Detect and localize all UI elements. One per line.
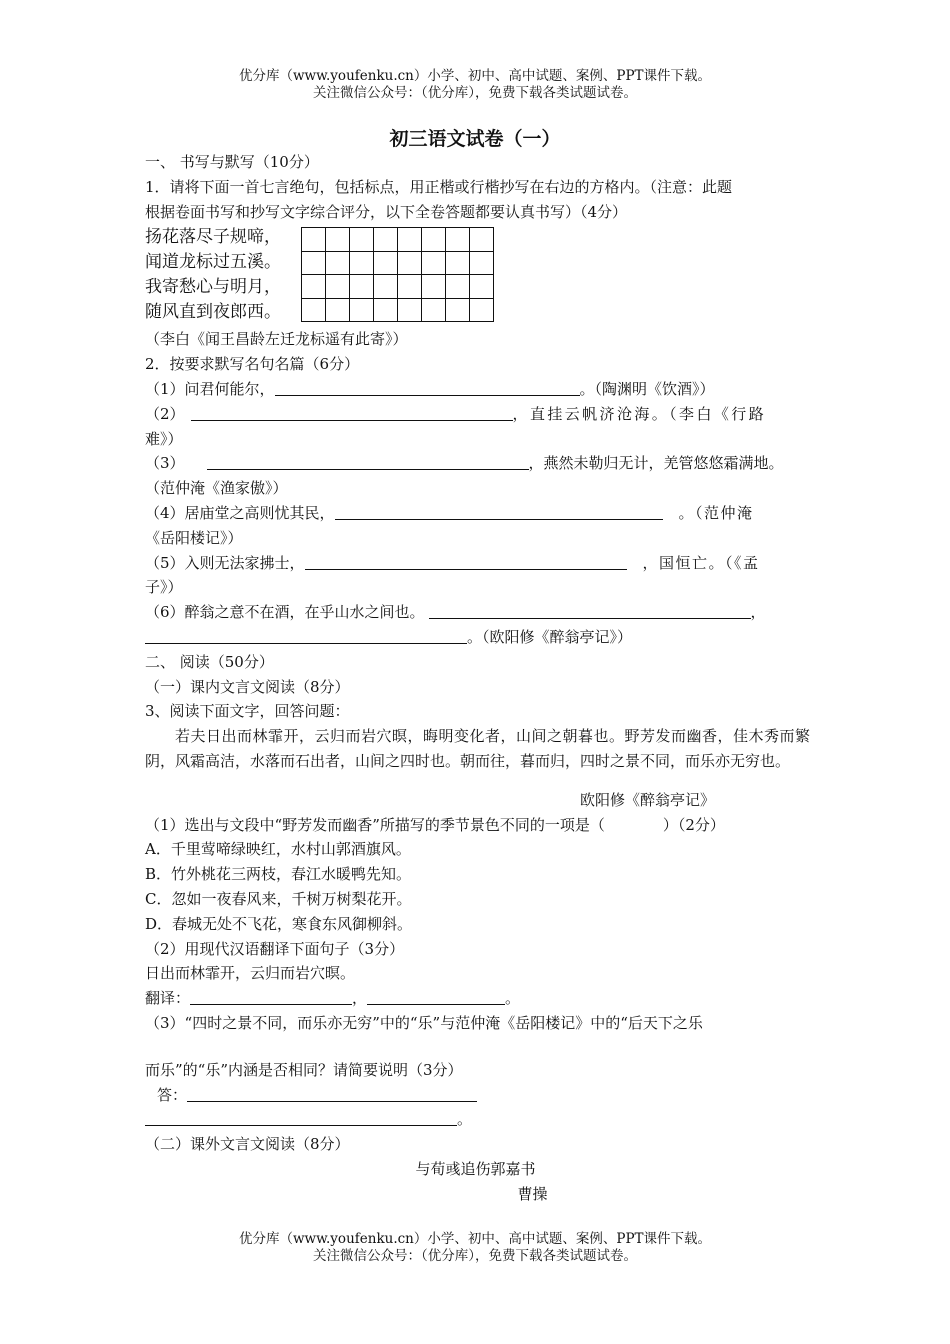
sub1-question bbox=[145, 813, 810, 838]
sub3-answer-line-2 bbox=[145, 1107, 810, 1132]
grid-cell[interactable] bbox=[350, 275, 374, 299]
part1-heading: （一）课内文言文阅读（8分） bbox=[145, 677, 350, 696]
footer-line-1: 优分库（www.youfenku.cn）小学、初中、高中试题、案例、PPT课件下载。 bbox=[238, 1231, 712, 1247]
q2-item-6-comma: ， bbox=[750, 603, 766, 622]
q2-item-4-prefix: （4）居庙堂之高则忧其民， bbox=[145, 503, 335, 522]
sub3-answer-line bbox=[145, 1083, 810, 1108]
answer-blank[interactable] bbox=[191, 404, 513, 421]
q3-heading: 3、阅读下面文字，回答问题： bbox=[145, 702, 350, 721]
grid-cell[interactable] bbox=[374, 228, 398, 252]
part2-author: 曹操 bbox=[517, 1184, 548, 1203]
q2-item-6-line2 bbox=[145, 625, 810, 650]
q1-text-b: 根据卷面书写和抄写文字综合评分，以下全卷答题都要认真书写）（4分） bbox=[145, 202, 628, 221]
q2-item-5-cont: 子》） bbox=[145, 578, 183, 597]
option-d: D．春城无处不飞花，寒食东风御柳斜。 bbox=[145, 914, 413, 933]
translation-comma: ， bbox=[352, 989, 368, 1008]
passage-source: 欧阳修《醉翁亭记》 bbox=[579, 790, 715, 809]
grid-cell[interactable] bbox=[326, 298, 350, 322]
part2-title: 与荀彧追伤郭嘉书 bbox=[415, 1159, 536, 1178]
q2-item-2-suffix: ，直挂云帆济沧海。（李白《行路 bbox=[512, 404, 767, 423]
grid-cell[interactable] bbox=[446, 228, 470, 252]
q2-item-3-cont: （范仲淹《渔家傲》） bbox=[145, 479, 288, 498]
q2-item-4-suffix: 。（范仲淹 bbox=[678, 503, 754, 522]
answer-blank[interactable] bbox=[145, 1109, 457, 1126]
grid-row bbox=[302, 298, 494, 322]
q2-item-5 bbox=[145, 551, 810, 576]
grid-cell[interactable] bbox=[422, 298, 446, 322]
q2-item-1-prefix: （1）问君何能尔， bbox=[145, 379, 275, 398]
footer-line-2: 关注微信公众号：（优分库），免费下载各类试题试卷。 bbox=[313, 1248, 637, 1264]
q2-item-3-prefix: （3） bbox=[145, 454, 185, 473]
exam-content bbox=[145, 150, 810, 1206]
poem-line: 随风直到夜郎西。 bbox=[145, 301, 281, 322]
answer-label: 答： bbox=[157, 1085, 188, 1104]
q2-item-2-prefix: （2） bbox=[145, 404, 185, 423]
q2-item-1 bbox=[145, 377, 810, 402]
answer-end: 。 bbox=[457, 1110, 473, 1129]
page-header bbox=[0, 68, 950, 102]
poem-line: 我寄愁心与明月， bbox=[145, 276, 281, 297]
q2-item-4 bbox=[145, 501, 810, 526]
grid-cell[interactable] bbox=[398, 251, 422, 275]
grid-cell[interactable] bbox=[374, 275, 398, 299]
grid-cell[interactable] bbox=[470, 228, 494, 252]
grid-cell[interactable] bbox=[470, 251, 494, 275]
grid-cell[interactable] bbox=[398, 228, 422, 252]
answer-blank[interactable] bbox=[429, 602, 751, 619]
spacer bbox=[145, 1036, 810, 1058]
translation-label: 翻译： bbox=[145, 989, 191, 1008]
grid-cell[interactable] bbox=[302, 228, 326, 252]
q2-item-5-suffix: ，国恒亡。（《孟 bbox=[642, 553, 760, 572]
q2-item-6-prefix: （6）醉翁之意不在酒，在乎山水之间也。 bbox=[145, 603, 425, 622]
grid-cell[interactable] bbox=[350, 251, 374, 275]
grid-cell[interactable] bbox=[398, 275, 422, 299]
q2-item-6-suffix: 。（欧阳修《醉翁亭记》） bbox=[467, 627, 633, 646]
grid-cell[interactable] bbox=[422, 275, 446, 299]
sub1-text-b: ）（2分） bbox=[662, 815, 725, 834]
grid-cell[interactable] bbox=[446, 275, 470, 299]
grid-row bbox=[302, 228, 494, 252]
header-line-1: 优分库（www.youfenku.cn）小学、初中、高中试题、案例、PPT课件下载。 bbox=[238, 68, 712, 84]
passage: 若夫日出而林霏开，云归而岩穴暝，晦明变化者，山间之朝暮也。野芳发而幽香，佳木秀而繁阴，风霜高洁，水落而石出者，山间之四时也。朝而往，暮而归，四时之景不同，而乐亦无穷也。 bbox=[145, 727, 810, 770]
q2-item-2 bbox=[145, 402, 810, 427]
grid-cell[interactable] bbox=[350, 228, 374, 252]
q1-text-a: 1．请将下面一首七言绝句，包括标点，用正楷或行楷抄写在右边的方格内。（注意：此题 bbox=[145, 177, 733, 196]
header-line-2: 关注微信公众号：（优分库），免费下载各类试题试卷。 bbox=[313, 85, 637, 101]
grid-cell[interactable] bbox=[326, 251, 350, 275]
grid-cell[interactable] bbox=[470, 298, 494, 322]
poem-block bbox=[145, 225, 810, 327]
grid-cell[interactable] bbox=[422, 228, 446, 252]
section2-heading: 二、 阅读（50分） bbox=[145, 652, 274, 671]
sub2-translation bbox=[145, 986, 810, 1011]
page-title: 初三语文试卷（一） bbox=[389, 128, 561, 150]
answer-blank[interactable] bbox=[187, 1085, 477, 1102]
q2-item-3-suffix: ，燕然未勒归无计，羌管悠悠霜满地。 bbox=[528, 454, 784, 473]
sub3-text-b: 而乐”的“乐”内涵是否相同？请简要说明（3分） bbox=[145, 1060, 463, 1079]
grid-cell[interactable] bbox=[374, 298, 398, 322]
answer-blank[interactable] bbox=[367, 988, 505, 1005]
poem-source: （李白《闻王昌龄左迁龙标遥有此寄》） bbox=[145, 330, 408, 349]
page-footer bbox=[0, 1231, 950, 1265]
q2-item-6 bbox=[145, 600, 810, 625]
answer-blank[interactable] bbox=[207, 453, 529, 470]
answer-blank[interactable] bbox=[145, 627, 467, 644]
option-a: A．千里莺啼绿映红，水村山郭酒旗风。 bbox=[145, 840, 411, 859]
grid-cell[interactable] bbox=[326, 228, 350, 252]
option-b: B．竹外桃花三两枝，春江水暖鸭先知。 bbox=[145, 865, 412, 884]
grid-cell[interactable] bbox=[446, 298, 470, 322]
grid-cell[interactable] bbox=[446, 251, 470, 275]
poem-line: 闻道龙标过五溪。 bbox=[145, 252, 281, 273]
q2-item-2-cont: 难》） bbox=[145, 429, 183, 448]
grid-cell[interactable] bbox=[326, 275, 350, 299]
poem-line: 扬花落尽子规啼， bbox=[145, 227, 281, 248]
section1-heading: 一、 书写与默写（10分） bbox=[145, 153, 319, 171]
grid-cell[interactable] bbox=[350, 298, 374, 322]
grid-cell[interactable] bbox=[302, 298, 326, 322]
part2-heading: （二）课外文言文阅读（8分） bbox=[145, 1135, 350, 1154]
answer-blank[interactable] bbox=[305, 553, 627, 570]
q2-item-1-suffix: 。（陶渊明《饮酒》） bbox=[579, 379, 715, 398]
answer-blank[interactable] bbox=[190, 988, 352, 1005]
grid-cell[interactable] bbox=[374, 251, 398, 275]
grid-row bbox=[302, 275, 494, 299]
grid-cell[interactable] bbox=[302, 275, 326, 299]
q2-item-3 bbox=[145, 451, 810, 476]
grid-cell[interactable] bbox=[422, 251, 446, 275]
sub2-sentence: 日出而林霏开，云归而岩穴暝。 bbox=[145, 964, 356, 983]
grid-cell[interactable] bbox=[302, 251, 326, 275]
grid-cell[interactable] bbox=[398, 298, 422, 322]
sub2-heading: （2）用现代汉语翻译下面句子（3分） bbox=[145, 939, 405, 958]
answer-blank[interactable] bbox=[335, 503, 663, 520]
sub1-text-a: （1）选出与文段中“野芳发而幽香”所描写的季节景色不同的一项是（ bbox=[145, 815, 605, 834]
q2-heading: 2．按要求默写名句名篇（6分） bbox=[145, 355, 360, 374]
q2-item-5-prefix: （5）入则无法家拂士， bbox=[145, 553, 305, 572]
option-c: C．忽如一夜春风来，千树万树梨花开。 bbox=[145, 889, 412, 908]
grid-row bbox=[302, 251, 494, 275]
q2-item-4-cont: 《岳阳楼记》） bbox=[145, 528, 243, 547]
writing-grid[interactable] bbox=[301, 227, 494, 322]
translation-end: 。 bbox=[505, 989, 521, 1008]
poem-lines bbox=[145, 225, 281, 324]
answer-blank[interactable] bbox=[275, 379, 580, 396]
sub3-text-a: （3）“四时之景不同，而乐亦无穷”中的“乐”与范仲淹《岳阳楼记》中的“后天下之乐 bbox=[145, 1013, 703, 1032]
grid-cell[interactable] bbox=[470, 275, 494, 299]
